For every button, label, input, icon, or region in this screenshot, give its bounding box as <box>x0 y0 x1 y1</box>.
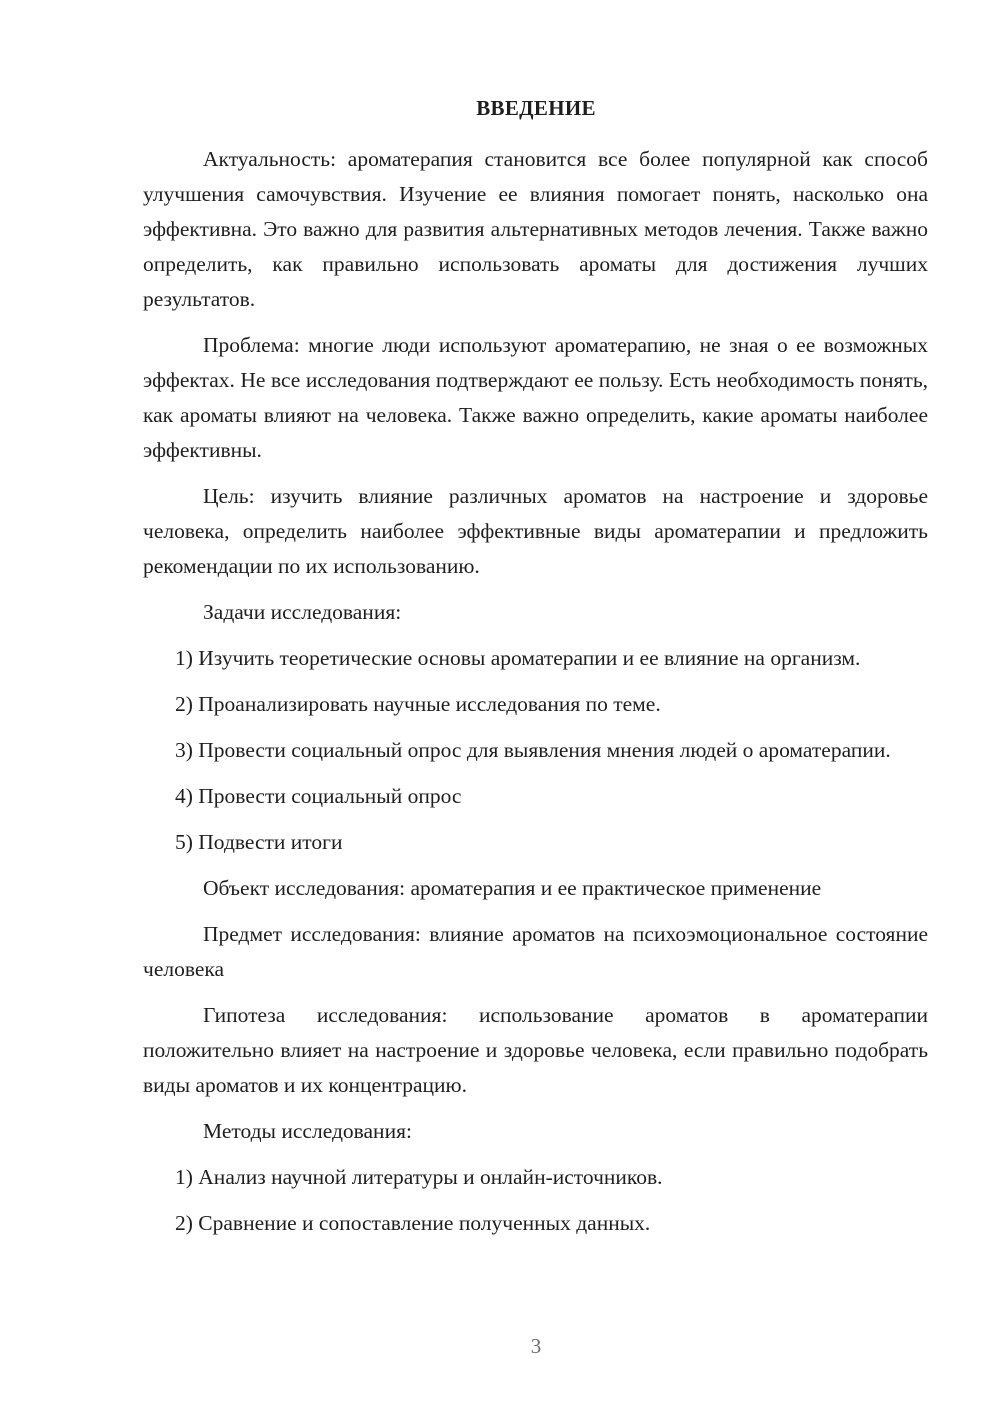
paragraph-tasks-heading: Задачи исследования: <box>203 600 402 624</box>
paragraph-relevance: Актуальность: ароматерапия становится все более популярной как способ улучшения самочувствия. Изучение ее влияния помогает понять, насколько она эффективна. Это важно для развития альтернативных методов лечения. Также важно определить, как правильно использовать ароматы для достижения лучших результатов. <box>143 147 928 311</box>
task-item-4: 4) Провести социальный опрос <box>175 784 462 808</box>
task-item-1: 1) Изучить теоретические основы ароматерапии и ее влияние на организм. <box>175 646 861 670</box>
paragraph-methods-heading: Методы исследования: <box>203 1119 412 1143</box>
paragraph-goal: Цель: изучить влияние различных ароматов на настроение и здоровье человека, определить наиболее эффективные виды ароматерапии и предложить рекомендации по их использованию. <box>143 484 928 578</box>
task-item-5: 5) Подвести итоги <box>175 830 343 854</box>
body-text <box>143 142 928 1252</box>
page-title: ВВЕДЕНИЕ <box>476 96 596 120</box>
task-item-3: 3) Провести социальный опрос для выявления мнения людей о ароматерапии. <box>175 738 891 762</box>
task-item-2: 2) Проанализировать научные исследования по теме. <box>175 692 661 716</box>
paragraph-subject: Предмет исследования: влияние ароматов на психоэмоциональное состояние человека <box>143 922 928 981</box>
page-number: 3 <box>530 1334 542 1358</box>
method-item-1: 1) Анализ научной литературы и онлайн-источников. <box>175 1165 663 1189</box>
method-item-2: 2) Сравнение и сопоставление полученных данных. <box>175 1211 651 1235</box>
paragraph-object: Объект исследования: ароматерапия и ее практическое применение <box>203 876 822 900</box>
paragraph-hypothesis: Гипотеза исследования: использование ароматов в ароматерапии положительно влияет на настроение и здоровье человека, если правильно подобрать виды ароматов и их концентрацию. <box>143 1003 928 1097</box>
paragraph-problem: Проблема: многие люди используют ароматерапию, не зная о ее возможных эффектах. Не все исследования подтверждают ее пользу. Есть необходимость понять, как ароматы влияют на человека. Также важно определить, какие ароматы наиболее эффективны. <box>143 333 928 462</box>
